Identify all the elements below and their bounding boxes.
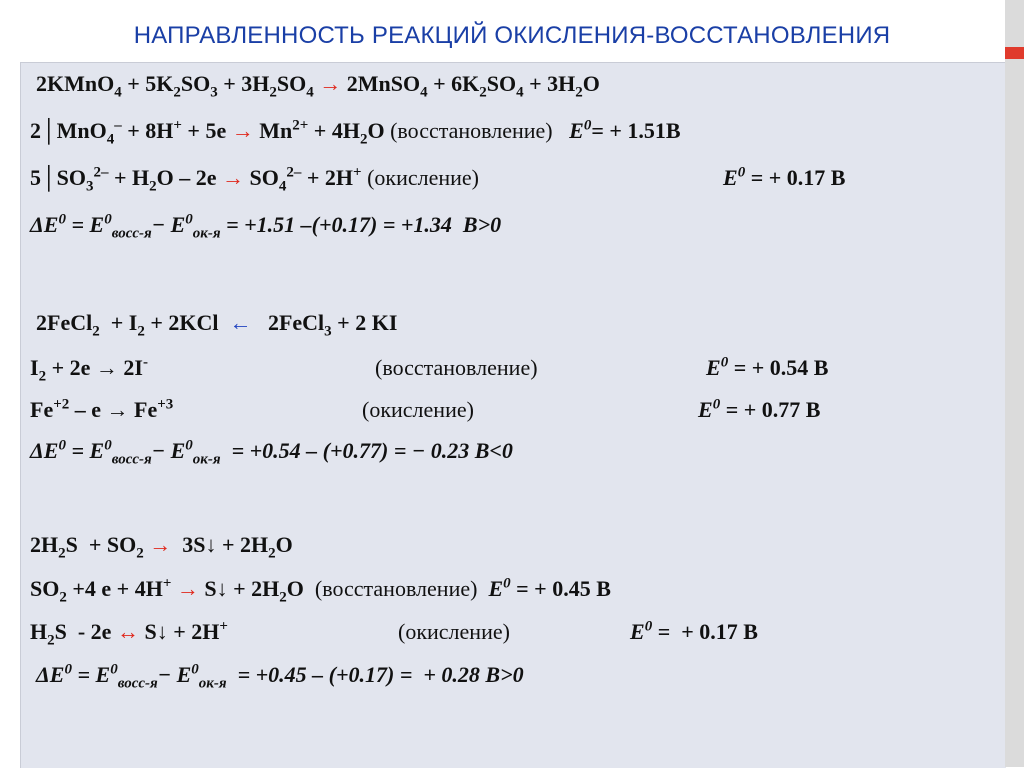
reaction3-half-oxidation-process: (окисление): [398, 619, 510, 644]
equilibrium-arrow: ↔: [116, 619, 139, 644]
slide-title: НАПРАВЛЕННОСТЬ РЕАКЦИЙ ОКИСЛЕНИЯ-ВОССТАНОВЛЕНИЯ: [133, 22, 891, 49]
reaction3-half-reduction: $SO_2 +4$ e + 4H+ → S↓ + $2H_2O$ (восстановление) $E^0$ = + 0.45 В: [30, 575, 611, 606]
forward-arrow: →: [319, 71, 342, 96]
reaction1-half-oxidation: $5│SO_3^{2-} + H_2O - 2e \to SO_4^{2-} + 2H^+$ (окисление): [30, 164, 479, 195]
reaction2-half-oxidation-potential: $E^0$ = + 0.77 В: [698, 396, 821, 422]
reaction1-half-oxidation-potential: $E^0$ = + 0.17 В: [723, 164, 846, 190]
reaction2-half-reduction-process: (восстановление): [375, 355, 538, 380]
forward-arrow: →: [176, 576, 199, 601]
reaction3-half-oxidation-potential: $E^0$ = + 0.17 В: [630, 618, 758, 644]
forward-arrow: →: [221, 165, 244, 190]
reaction2-delta-e: $\Delta E^0 = E^0_{восс-я}- E^0_{ок-я} = +0.54 - (+0.77)$ = − 0.23 В<0: [30, 437, 513, 468]
right-edge-bar: [1005, 0, 1024, 767]
reaction3-delta-e: $\Delta E^0 = E^0_{восс-я}- E^0_{ок-я} = +0.45 - (+0.17)$ = + 0.28 В>0: [36, 661, 524, 692]
reaction1-half-reduction: 2│MnO$_4$– + $8H^+ + 5e \to Mn^{2+} + 4H_2O$ (восстановление) $E^0= + 1.51В$: [30, 117, 681, 148]
reaction1-equation: 2KMnO$_4$ + $5K_2SO_3 + 3H_2SO_4$ → 2MnSO$_4$ + $6K_2SO_4 + 3H_2O$: [36, 71, 600, 101]
process-label: (восстановление): [314, 576, 478, 601]
reaction2-half-reduction-potential: $E^0$ = + 0.54 В: [706, 354, 829, 380]
process-label: (окисление): [367, 165, 479, 190]
reaction2-half-oxidation: $Fe^{+2} - e \to Fe^{+3}$: [30, 396, 174, 422]
reaction1-delta-e: $\Delta E^0 = E^0_{восс-я}- E^0_{ок-я} = +1.51$ –(+0.17) = +1.34 В>0: [30, 211, 502, 242]
process-label: (восстановление): [390, 118, 553, 143]
reaction3-half-oxidation: $H_2S - 2e$ ↔ S↓ + 2H+: [30, 618, 228, 649]
reaction2-half-reduction: $I_2 + 2e \to 2I^-$: [30, 354, 148, 385]
forward-arrow: →: [231, 118, 254, 143]
reaction2-half-oxidation-process: (окисление): [362, 397, 474, 422]
reaction3-equation: $2H_2S + SO_2$ → 3S↓ + $2H_2O$: [30, 532, 293, 562]
reverse-arrow: ←: [229, 310, 252, 335]
reaction2-equation: 2FeCl$_2$ + $I_2 + 2KCl$ ← 2FeCl$_3$ + 2 KI: [36, 310, 398, 340]
forward-arrow: →: [149, 532, 172, 557]
